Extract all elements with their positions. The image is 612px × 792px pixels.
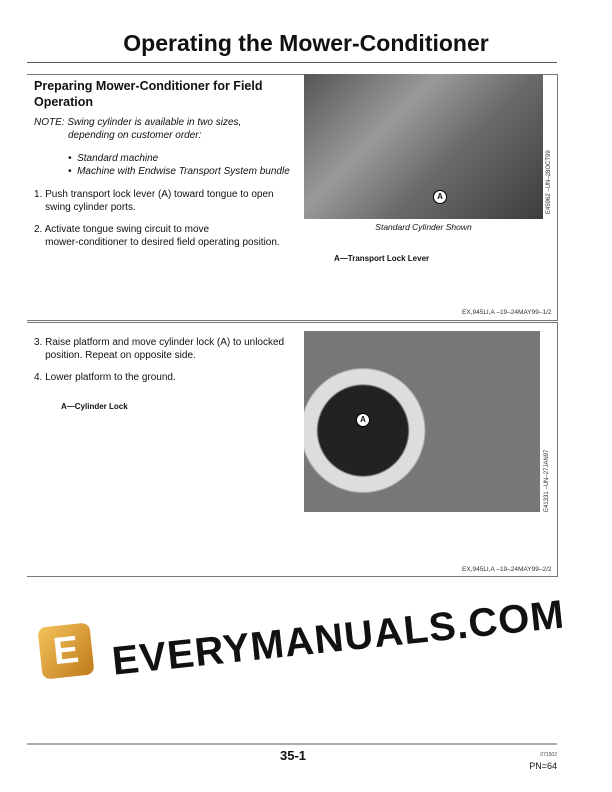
- callout-a: A: [433, 190, 447, 204]
- step-text: mower-conditioner to desired field operating position.: [45, 237, 280, 248]
- step-num: 2.: [34, 224, 43, 235]
- footer-rule: [27, 743, 557, 745]
- step-num: 4.: [34, 372, 43, 383]
- step-text: position. Repeat on opposite side.: [45, 350, 196, 361]
- legend: A—Cylinder Lock: [61, 402, 128, 411]
- step-text: swing cylinder ports.: [45, 202, 136, 213]
- watermark-text: EVERYMANUALS.COM: [110, 592, 567, 684]
- legend: A—Transport Lock Lever: [334, 254, 430, 263]
- step-text: Activate tongue swing circuit to move: [44, 224, 210, 235]
- photo-caption: Standard Cylinder Shown: [375, 222, 472, 232]
- bullet-text: Machine with Endwise Transport System bundle: [77, 166, 290, 177]
- step-1: [34, 188, 274, 214]
- pn-number: PN=64: [529, 761, 557, 771]
- step-3: [34, 336, 284, 362]
- section-heading: Preparing Mower-Conditioner for Field Operation: [34, 79, 263, 109]
- title-rule: [27, 62, 557, 63]
- page-number: 35-1: [280, 748, 307, 763]
- photo-id: E41331 –UN–27JAN97: [544, 449, 550, 512]
- step-text: Raise platform and move cylinder lock (A) to unlocked: [45, 337, 285, 348]
- watermark-logo: E: [37, 622, 94, 679]
- step-2: [34, 223, 280, 249]
- bullet-text: Standard machine: [77, 153, 159, 164]
- step-num: 3.: [34, 337, 43, 348]
- step-text: Lower platform to the ground.: [45, 372, 176, 383]
- note-line-2: depending on customer order:: [68, 130, 202, 141]
- bullet-item: • Standard machine: [68, 153, 159, 164]
- swing-cylinder-photo: [304, 74, 543, 219]
- callout-a: A: [356, 413, 370, 427]
- step-text: Push transport lock lever (A) toward tongue to open: [45, 189, 274, 200]
- note-line-1: NOTE: Swing cylinder is available in two sizes,: [34, 117, 242, 128]
- step-4: [34, 371, 176, 384]
- bullet-item: • Machine with Endwise Transport System bundle: [68, 166, 290, 177]
- reference-code: EX,945LI,A –19–24MAY99–1/2: [462, 309, 552, 316]
- date-code: 071502: [540, 752, 557, 758]
- cylinder-lock-photo: [304, 331, 540, 512]
- reference-code: EX,945LI,A –19–24MAY99–2/2: [462, 566, 552, 573]
- page-title: Operating the Mower-Conditioner: [123, 30, 489, 56]
- photo-id: E45962 –UN–28OCT99: [546, 150, 552, 214]
- step-num: 1.: [34, 189, 43, 200]
